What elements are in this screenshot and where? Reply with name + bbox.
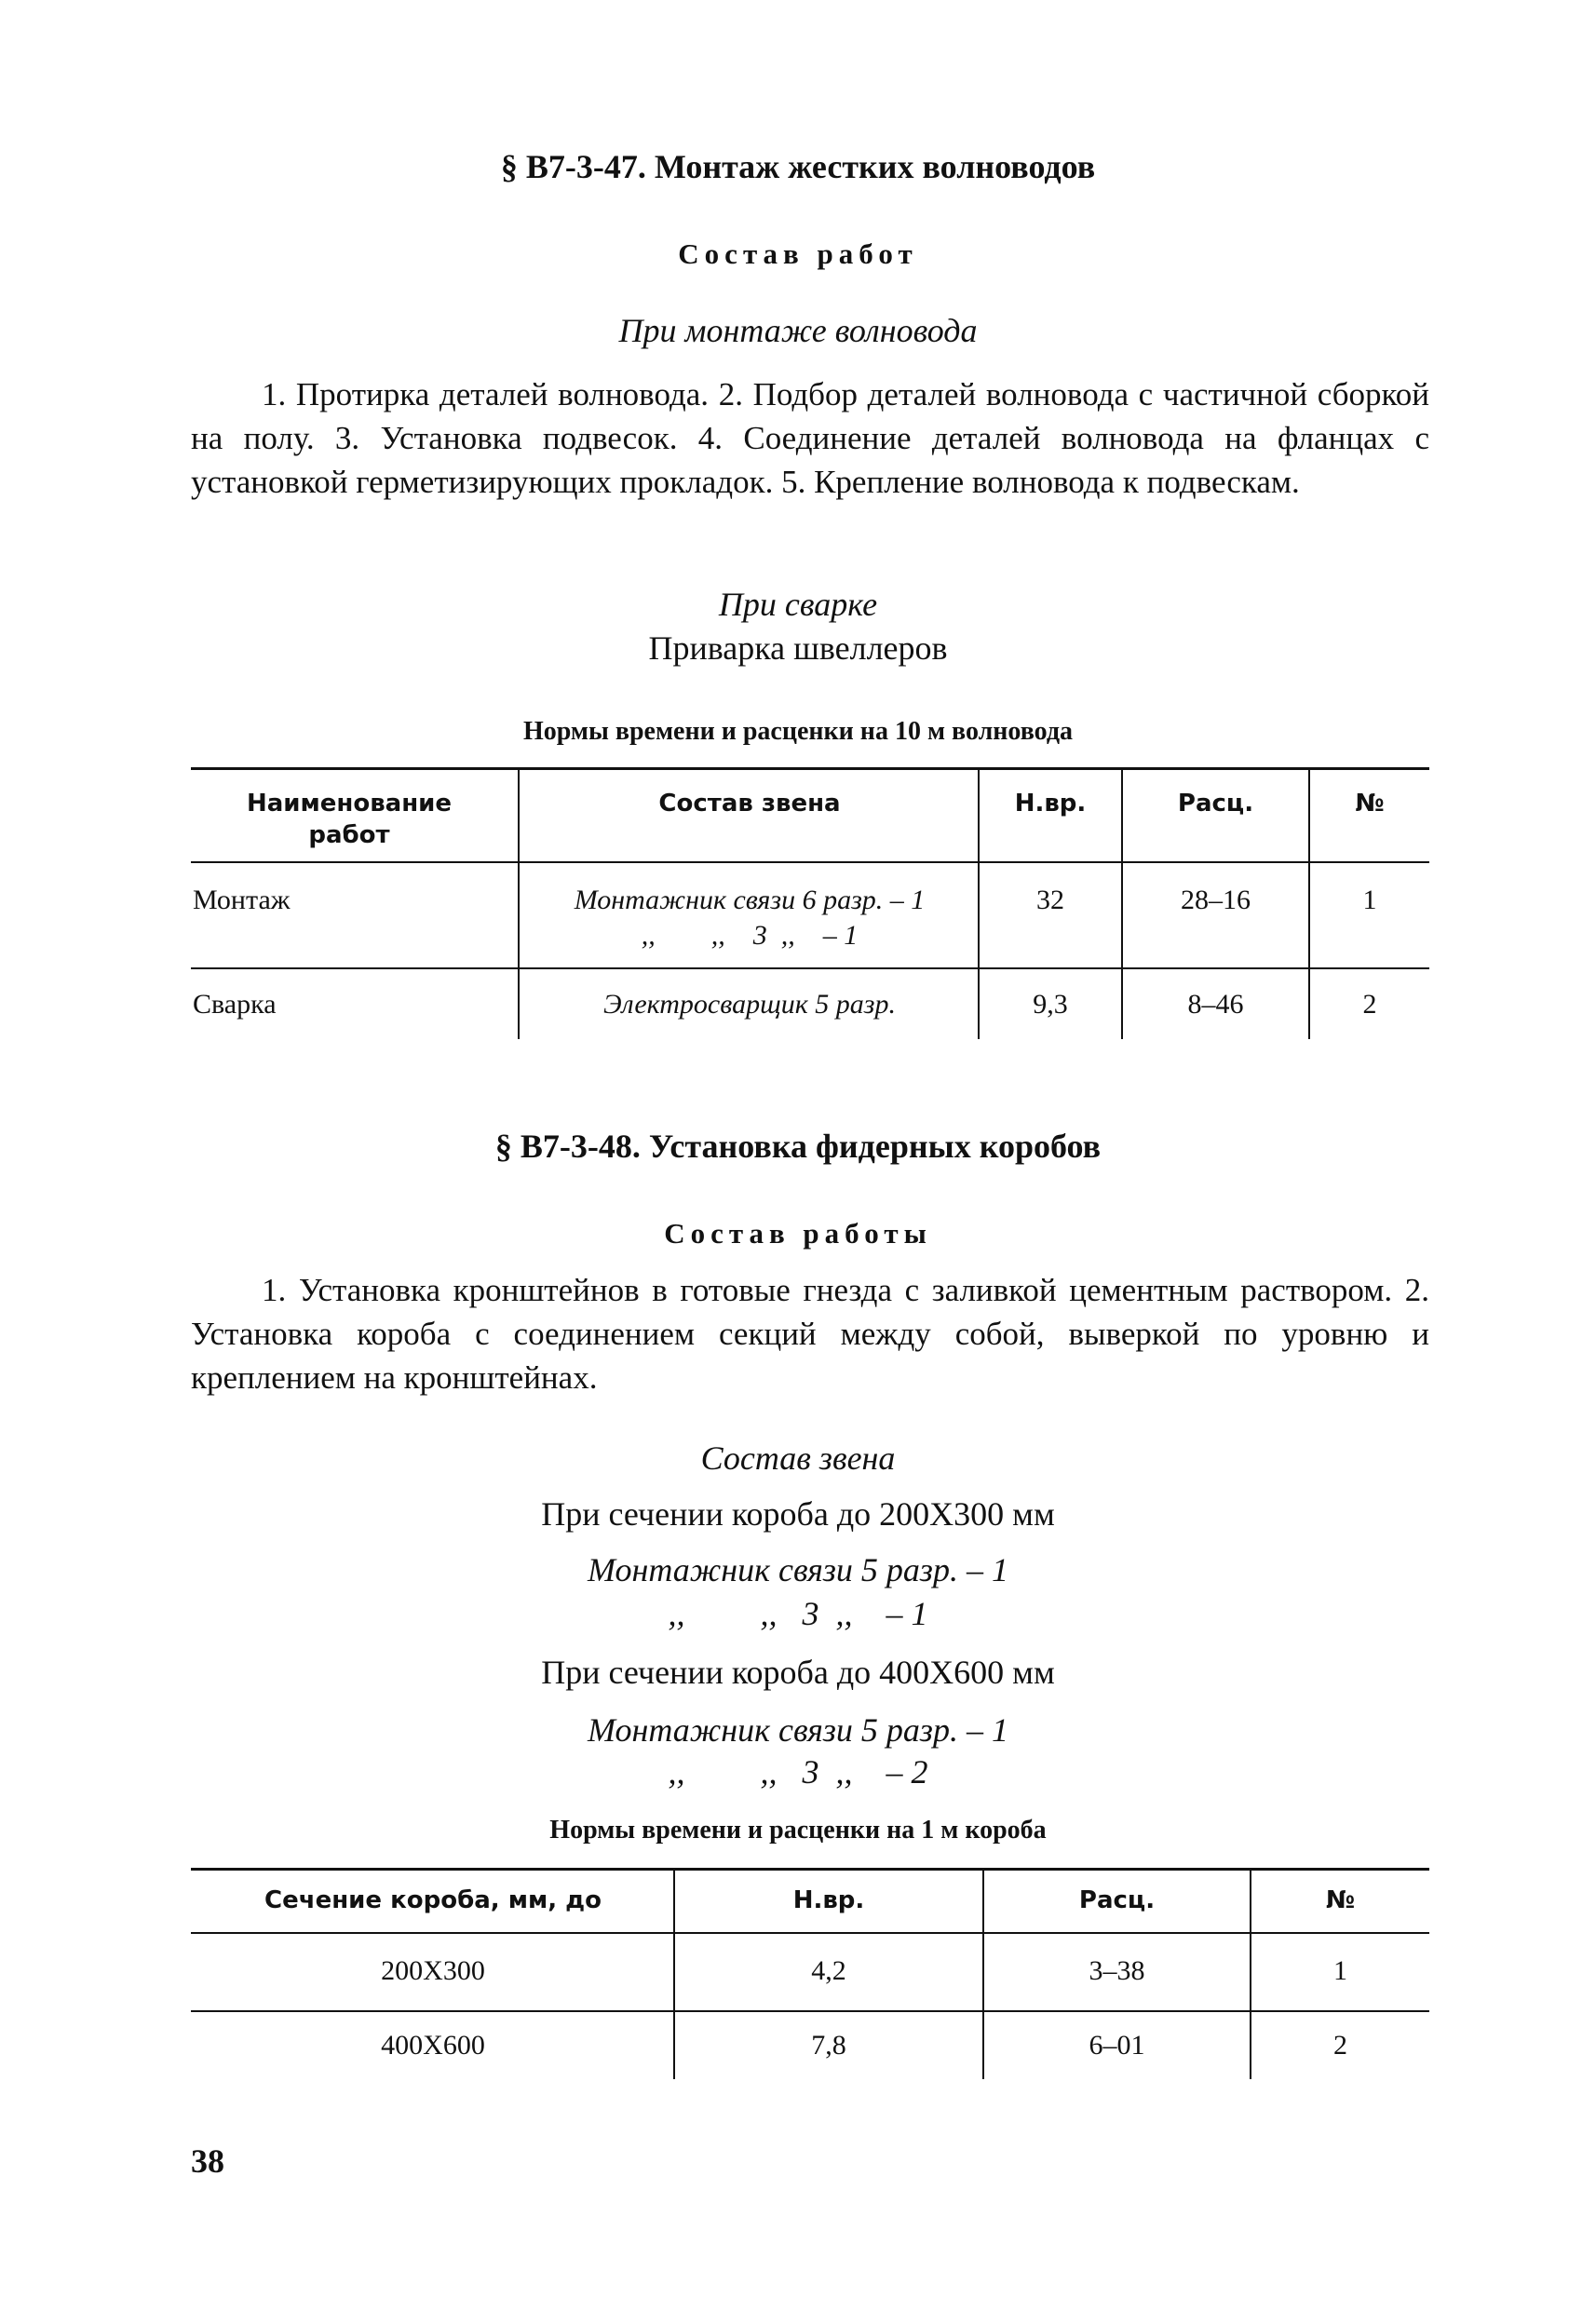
- table-48-header-rule: [191, 1932, 1429, 1934]
- section-47-weld-subtitle: При сварке: [718, 586, 878, 623]
- table-47-row1-name: Монтаж: [193, 885, 291, 915]
- table-47-row1-crew-line2: ,, ,, 3 ,, – 1: [641, 920, 859, 951]
- section-47-composition-title: Состав работ: [678, 237, 918, 270]
- table-47-vline-1: [518, 769, 520, 1039]
- table-48-row2-num: 2: [1333, 2030, 1347, 2061]
- section-47-table-caption: Нормы времени и расценки на 10 м волновода: [522, 717, 1074, 746]
- table-47-row2-norm: 9,3: [1033, 989, 1068, 1020]
- section-48-case2-line1: Монтажник связи 5 разр. – 1: [588, 1711, 1008, 1749]
- table-47-row1-norm: 32: [1036, 885, 1064, 915]
- table-48-header-num: №: [1325, 1886, 1356, 1914]
- table-48-row1-price: 3–38: [1089, 1955, 1145, 1986]
- section-48-heading: § В7-3-48. Установка фидерных коробов: [494, 1128, 1102, 1165]
- table-48-row2-norm: 7,8: [811, 2030, 846, 2061]
- table-48-header-section: Сечение короба, мм, до: [264, 1886, 602, 1914]
- section-48-crew-title: Состав звена: [700, 1439, 896, 1477]
- table-48-top-rule: [191, 1868, 1429, 1871]
- table-47-header-norm: Н.вр.: [1014, 790, 1087, 818]
- table-47-row2-name: Сварка: [193, 989, 277, 1020]
- table-48-row2-section: 400Х600: [381, 2030, 485, 2061]
- section-47-heading: § В7-3-47. Монтаж жестких волноводов: [500, 148, 1096, 185]
- table-48-header-price: Расц.: [1078, 1886, 1156, 1914]
- section-48-paragraph: 1. Установка кронштейнов в готовые гнезда с заливкой цементным раствором. 2. Установка короба с соединением секций между собой, выверкой по уровню и креплением на кронштейнах.: [191, 1272, 1429, 1396]
- section-48-composition-title: Состав работы: [664, 1217, 932, 1250]
- section-48-case1-title: При сечении короба до 200Х300 мм: [541, 1495, 1055, 1533]
- section-47-mount-subtitle: При монтаже волновода: [618, 312, 978, 349]
- section-48-case2-title: При сечении короба до 400Х600 мм: [541, 1654, 1055, 1691]
- table-48-row1-norm: 4,2: [811, 1955, 846, 1986]
- page-number: 38: [191, 2142, 224, 2180]
- table-47-top-rule: [191, 767, 1429, 770]
- section-47-weld-item: Приварка швеллеров: [648, 629, 948, 667]
- table-47-row1-crew-line1: Монтажник связи 6 разр. – 1: [574, 885, 926, 915]
- section-48-case1-line2: ,, ,, 3 ,, – 1: [668, 1595, 928, 1632]
- table-47-header-crew: Состав звена: [658, 790, 841, 818]
- section-48-case2-line2: ,, ,, 3 ,, – 2: [668, 1753, 928, 1791]
- table-47-row-rule: [191, 967, 1429, 969]
- table-47-header-price: Расц.: [1177, 790, 1254, 818]
- table-48-row2-price: 6–01: [1089, 2030, 1145, 2061]
- table-47-row2-crew-line1: Электросварщик 5 разр.: [603, 989, 896, 1020]
- table-47-header-name: Наименование работ: [246, 790, 453, 849]
- table-48-row1-num: 1: [1333, 1955, 1347, 1986]
- table-47-header-num: №: [1355, 790, 1385, 818]
- table-48-row-rule: [191, 2010, 1429, 2012]
- table-47-row1-price: 28–16: [1181, 885, 1251, 915]
- section-47-paragraph: 1. Протирка деталей волновода. 2. Подбор деталей волновода с частичной сборкой на полу. 3. Установка подвесок. 4. Соединение деталей волновода на фланцах с установкой герметизирующих прокладок. 5. Крепление волновода к подвескам.: [191, 376, 1429, 500]
- table-48-row1-section: 200Х300: [381, 1955, 485, 1986]
- section-48-case1-line1: Монтажник связи 5 разр. – 1: [588, 1551, 1008, 1588]
- table-47-row2-price: 8–46: [1187, 989, 1244, 1020]
- table-47-row2-num: 2: [1362, 989, 1377, 1020]
- table-47-header-rule: [191, 861, 1429, 863]
- table-47-row1-num: 1: [1362, 885, 1377, 915]
- section-48-table-caption: Нормы времени и расценки на 1 м короба: [549, 1816, 1047, 1845]
- table-48-header-norm: Н.вр.: [792, 1886, 865, 1914]
